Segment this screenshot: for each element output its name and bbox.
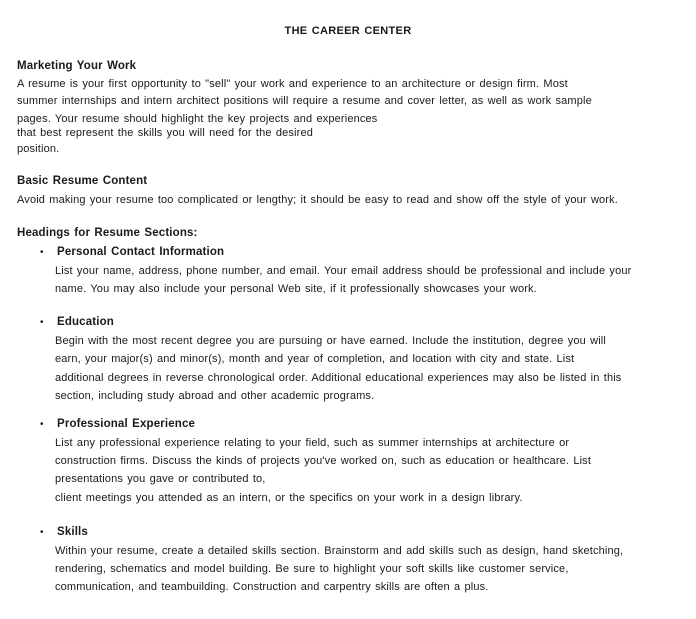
list-item-line: List any professional experience relating to your field, such as summer internships at architecture or	[55, 437, 570, 449]
list-item-line: section, including study abroad and other academic programs.	[55, 390, 375, 402]
section-heading-marketing: Marketing Your Work	[17, 60, 137, 72]
list-item-title: Skills	[57, 526, 88, 538]
bullet-icon: •	[40, 419, 44, 430]
list-item-title: Personal Contact Information	[57, 246, 225, 258]
section-heading-headings: Headings for Resume Sections:	[17, 227, 198, 239]
bullet-icon: •	[40, 527, 44, 538]
list-item-line: presentations you gave or contributed to,	[55, 473, 266, 485]
paragraph-line: summer internships and intern architect positions will require a resume and cover letter, as well as work sample	[17, 95, 592, 107]
bullet-icon: •	[40, 317, 44, 328]
list-item-title: Professional Experience	[57, 418, 196, 430]
list-item-line: Within your resume, create a detailed skills section. Brainstorm and add skills such as design, hand sketching,	[55, 545, 624, 557]
paragraph-line: Avoid making your resume too complicated or lengthy; it should be easy to read and show off the style of your work.	[17, 194, 618, 206]
paragraph-line: that best represent the skills you will need for the desired	[17, 127, 313, 139]
list-item-line: communication, and teambuilding. Construction and carpentry skills are often a plus.	[55, 581, 489, 593]
document-title: THE CAREER CENTER	[284, 25, 412, 37]
paragraph-line: position.	[17, 143, 60, 155]
paragraph-line: A resume is your first opportunity to "sell" your work and experience to an architecture or design firm. Most	[17, 78, 568, 90]
list-item-line: rendering, schematics and model building. Be sure to highlight your soft skills like customer service,	[55, 563, 569, 575]
bullet-icon: •	[40, 247, 44, 258]
paragraph-line: pages. Your resume should highlight the key projects and experiences	[17, 113, 378, 125]
list-item-line: earn, your major(s) and minor(s), month and year of completion, and location with city and state. List	[55, 353, 575, 365]
section-heading-basic: Basic Resume Content	[17, 175, 148, 187]
list-item-line: client meetings you attended as an intern, or the specifics on your work in a design library.	[55, 492, 523, 504]
list-item-title: Education	[57, 316, 114, 328]
list-item-line: Begin with the most recent degree you are pursuing or have earned. Include the institution, degree you will	[55, 335, 606, 347]
list-item-line: additional degrees in reverse chronological order. Additional educational experiences may also be listed in this	[55, 372, 622, 384]
list-item-line: construction firms. Discuss the kinds of projects you've worked on, such as education or healthcare. List	[55, 455, 592, 467]
list-item-line: List your name, address, phone number, and email. Your email address should be professional and include your	[55, 265, 632, 277]
list-item-line: name. You may also include your personal Web site, if it professionally showcases your work.	[55, 283, 537, 295]
